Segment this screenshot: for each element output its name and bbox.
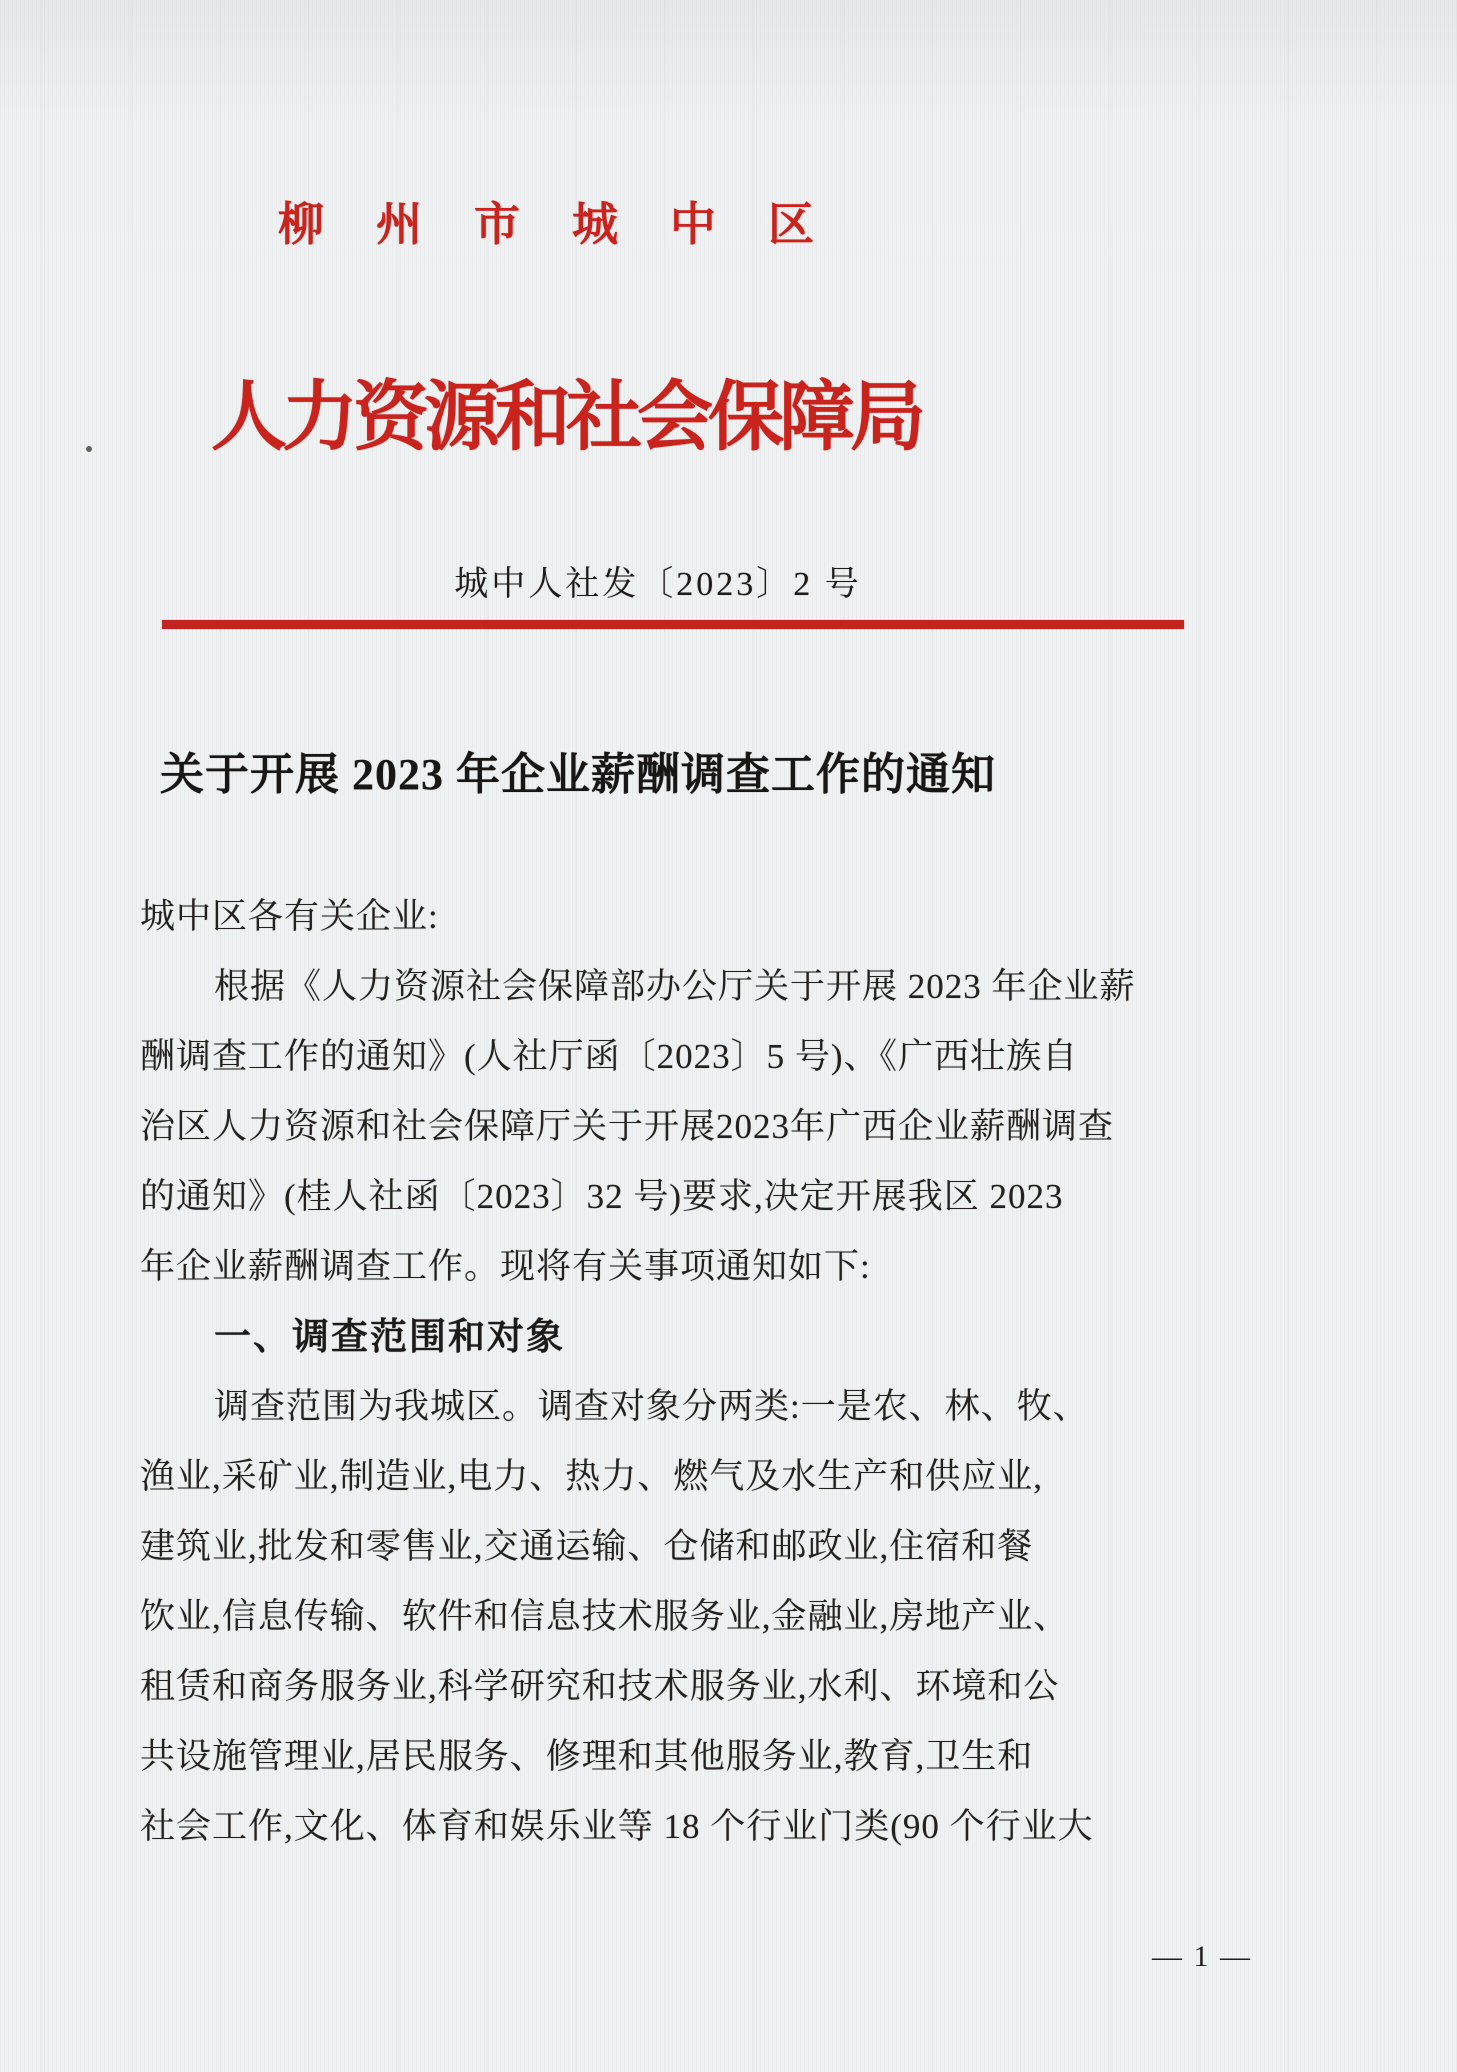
- document-number: 城中人社发〔2023〕2 号: [454, 566, 862, 603]
- letterhead-red-divider: [162, 620, 1184, 629]
- body-text-line: 租赁和商务服务业,科学研究和技术服务业,水利、环境和公: [140, 1667, 1060, 1706]
- body-text-line: 共设施管理业,居民服务、修理和其他服务业,教育,卫生和: [140, 1737, 1034, 1776]
- body-text-line: 的通知》(桂人社函〔2023〕32 号)要求,决定开展我区 2023: [140, 1177, 1064, 1216]
- body-text-line: 渔业,采矿业,制造业,电力、热力、燃气及水生产和供应业,: [140, 1457, 1044, 1496]
- body-text-line: 根据《人力资源社会保障部办公厅关于开展 2023 年企业薪: [214, 967, 1136, 1006]
- body-text-line: 城中区各有关企业:: [140, 897, 439, 936]
- body-text-line: 酬调查工作的通知》(人社厅函〔2023〕5 号)、《广西壮族自: [140, 1037, 1079, 1076]
- body-text-line: 社会工作,文化、体育和娱乐业等 18 个行业门类(90 个行业大: [140, 1807, 1094, 1846]
- document-body: [140, 882, 1136, 1862]
- body-text-line: 建筑业,批发和零售业,交通运输、仓储和邮政业,住宿和餐: [140, 1527, 1034, 1566]
- letterhead-agency-name: 人力资源和社会保障局: [211, 376, 921, 460]
- body-text-line: 年企业薪酬调查工作。现将有关事项通知如下:: [140, 1247, 871, 1286]
- body-text-line: 治区人力资源和社会保障厅关于开展2023年广西企业薪酬调查: [140, 1107, 1115, 1146]
- document-title: 关于开展 2023 年企业薪酬调查工作的通知: [160, 750, 996, 799]
- body-text-line: 调查范围为我城区。调查对象分两类:一是农、林、牧、: [214, 1387, 1089, 1426]
- page-number: — 1 —: [1152, 1940, 1252, 1973]
- body-text-line: 饮业,信息传输、软件和信息技术服务业,金融业,房地产业、: [140, 1597, 1070, 1636]
- scan-dot-artifact: [86, 446, 92, 452]
- section-heading: 一、调查范围和对象: [214, 1316, 565, 1357]
- letterhead-region-line: 柳州市城中区: [278, 199, 866, 250]
